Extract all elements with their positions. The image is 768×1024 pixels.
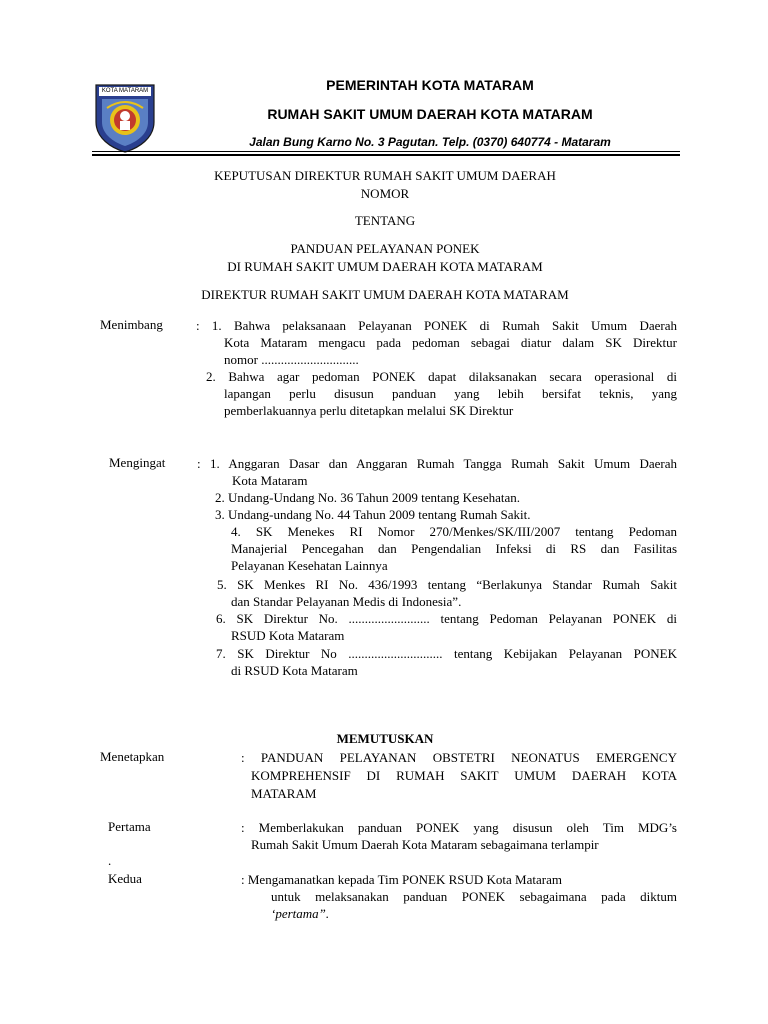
header-hospital: RUMAH SAKIT UMUM DAERAH KOTA MATARAM <box>267 106 593 122</box>
mengingat-5-line-1: 5. SK Menkes RI No. 436/1993 tentang “Berlakunya Standar Rumah Sakit <box>217 577 677 592</box>
menetapkan-line-2: KOMPREHENSIF DI RUMAH SAKIT UMUM DAERAH KOTA <box>251 768 677 783</box>
menimbang-2-line-3: pemberlakuannya perlu ditetapkan melalui SK Direktur <box>224 403 514 418</box>
header-government: PEMERINTAH KOTA MATARAM <box>326 77 534 93</box>
header-rule-thick <box>92 154 680 156</box>
mengingat-1-line-1: : 1. Anggaran Dasar dan Anggaran Rumah Tangga Rumah Sakit Umum Daerah <box>197 456 677 471</box>
stray-dot: . <box>108 853 112 868</box>
mengingat-1-line-2: Kota Mataram <box>232 473 308 488</box>
kedua-line-2: untuk melaksanakan panduan PONEK sebagaimana pada diktum <box>271 889 677 904</box>
menimbang-2-line-2: lapangan perlu disusun panduan yang lebih bersifat teknis, yang <box>224 386 677 401</box>
menetapkan-line-1: : PANDUAN PELAYANAN OBSTETRI NEONATUS EMERGENCY <box>241 750 677 765</box>
memutuskan-heading: MEMUTUSKAN <box>336 731 434 746</box>
menimbang-1-line-3: nomor .............................. <box>224 352 359 367</box>
menimbang-1-line-2: Kota Mataram mengacu pada pedoman sebagai diatur dalam SK Direktur <box>224 335 677 350</box>
logo-label: KOTA MATARAM <box>101 88 149 94</box>
decree-subject-1: PANDUAN PELAYANAN PONEK <box>290 241 480 256</box>
kedua-line-3: ‘pertama”. <box>271 906 330 921</box>
pertama-line-2: Rumah Sakit Umum Daerah Kota Mataram sebagaimana terlampir <box>251 837 599 852</box>
mengingat-7-line-1: 7. SK Direktur No ............................. tentang Kebijakan Pelayanan PONEK <box>216 646 677 661</box>
decree-number: NOMOR <box>360 186 410 201</box>
mengingat-4-line-2: Manajerial Pencegahan dan Pengendalian Infeksi di RS dan Fasilitas <box>231 541 677 556</box>
mengingat-label: Mengingat <box>109 455 166 470</box>
kedua-label: Kedua <box>108 871 142 886</box>
decree-title: KEPUTUSAN DIREKTUR RUMAH SAKIT UMUM DAERAH <box>214 168 556 183</box>
pertama-line-1: : Memberlakukan panduan PONEK yang disusun oleh Tim MDG’s <box>241 820 677 835</box>
kedua-line-1: : Mengamanatkan kepada Tim PONEK RSUD Kota Mataram <box>241 872 562 887</box>
mengingat-6-line-1: 6. SK Direktur No. ......................... tentang Pedoman Pelayanan PONEK di <box>216 611 677 626</box>
header-address: Jalan Bung Karno No. 3 Pagutan. Telp. (0370) 640774 - Mataram <box>249 135 611 149</box>
decree-tentang: TENTANG <box>354 213 416 228</box>
mengingat-6-line-2: RSUD Kota Mataram <box>231 628 345 643</box>
decree-subject-2: DI RUMAH SAKIT UMUM DAERAH KOTA MATARAM <box>227 259 543 274</box>
decree-director: DIREKTUR RUMAH SAKIT UMUM DAERAH KOTA MATARAM <box>201 287 569 302</box>
menimbang-1-line-1: : 1. Bahwa pelaksanaan Pelayanan PONEK di Rumah Sakit Umum Daerah <box>196 318 677 333</box>
mengingat-5-line-2: dan Standar Pelayanan Medis di Indonesia”. <box>231 594 462 609</box>
mengingat-7-line-2: di RSUD Kota Mataram <box>231 663 358 678</box>
menimbang-label: Menimbang <box>100 317 163 332</box>
menimbang-2-line-1: 2. Bahwa agar pedoman PONEK dapat dilaksanakan secara operasional di <box>206 369 677 384</box>
mengingat-4-line-3: Pelayanan Kesehatan Lainnya <box>231 558 388 573</box>
menetapkan-label: Menetapkan <box>100 749 165 764</box>
mengingat-4-line-1: 4. SK Menekes RI Nomor 270/Menkes/SK/III/2007 tentang Pedoman <box>231 524 677 539</box>
menetapkan-line-3: MATARAM <box>251 786 317 801</box>
header-rule-thin <box>92 151 680 152</box>
logo <box>93 82 157 154</box>
mengingat-2: 2. Undang-Undang No. 36 Tahun 2009 tentang Kesehatan. <box>215 490 521 505</box>
pertama-label: Pertama <box>108 819 151 834</box>
mengingat-3: 3. Undang-undang No. 44 Tahun 2009 tentang Rumah Sakit. <box>215 507 531 522</box>
